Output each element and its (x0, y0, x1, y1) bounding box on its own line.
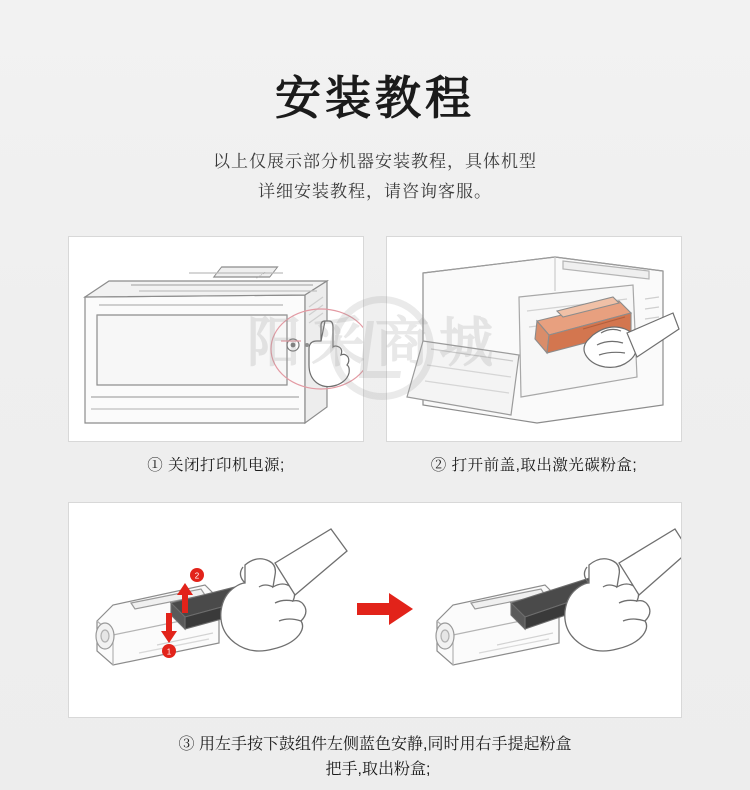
steps-row-bottom (0, 502, 750, 783)
watermark-text: 阳采商城 (247, 313, 503, 373)
step-1-caption: ① 关闭打印机电源; (147, 457, 285, 475)
step-1-image-panel (68, 236, 364, 442)
page-subtitle (0, 147, 750, 207)
svg-text:1: 1 (166, 647, 172, 657)
step-2-image-panel (386, 236, 682, 442)
printer-power-switch-illustration (69, 237, 363, 441)
svg-text:▪ ▪ ▪ ▪ ▪ ▪: ▪ ▪ ▪ ▪ ▪ ▪ (255, 270, 267, 281)
step-3-caption (68, 732, 682, 783)
step-2-block (386, 236, 682, 477)
page-subtitle-line-1: 以上仅展示部分机器安装教程，具体机型 (213, 151, 537, 171)
step-1-block (68, 236, 364, 477)
step-2-caption: ② 打开前盖,取出激光碳粉盒; (430, 457, 638, 475)
step-3-caption-line-2: 把手,取出粉盒; (325, 761, 431, 779)
svg-text:2: 2 (194, 571, 200, 581)
step-3-caption-line-1: ③ 用左手按下鼓组件左侧蓝色安静,同时用右手提起粉盒 (178, 735, 572, 753)
page-title: 安装教程 (275, 72, 475, 124)
page-header (0, 0, 750, 206)
printer-open-front-cover-illustration (387, 237, 681, 441)
progress-arrow-icon (357, 593, 413, 625)
page-subtitle-line-2: 详细安装教程，请咨询客服。 (258, 181, 492, 201)
toner-cartridge-removal-illustration (69, 503, 681, 717)
steps-row-top (0, 236, 750, 477)
step-3-image-panel (68, 502, 682, 718)
